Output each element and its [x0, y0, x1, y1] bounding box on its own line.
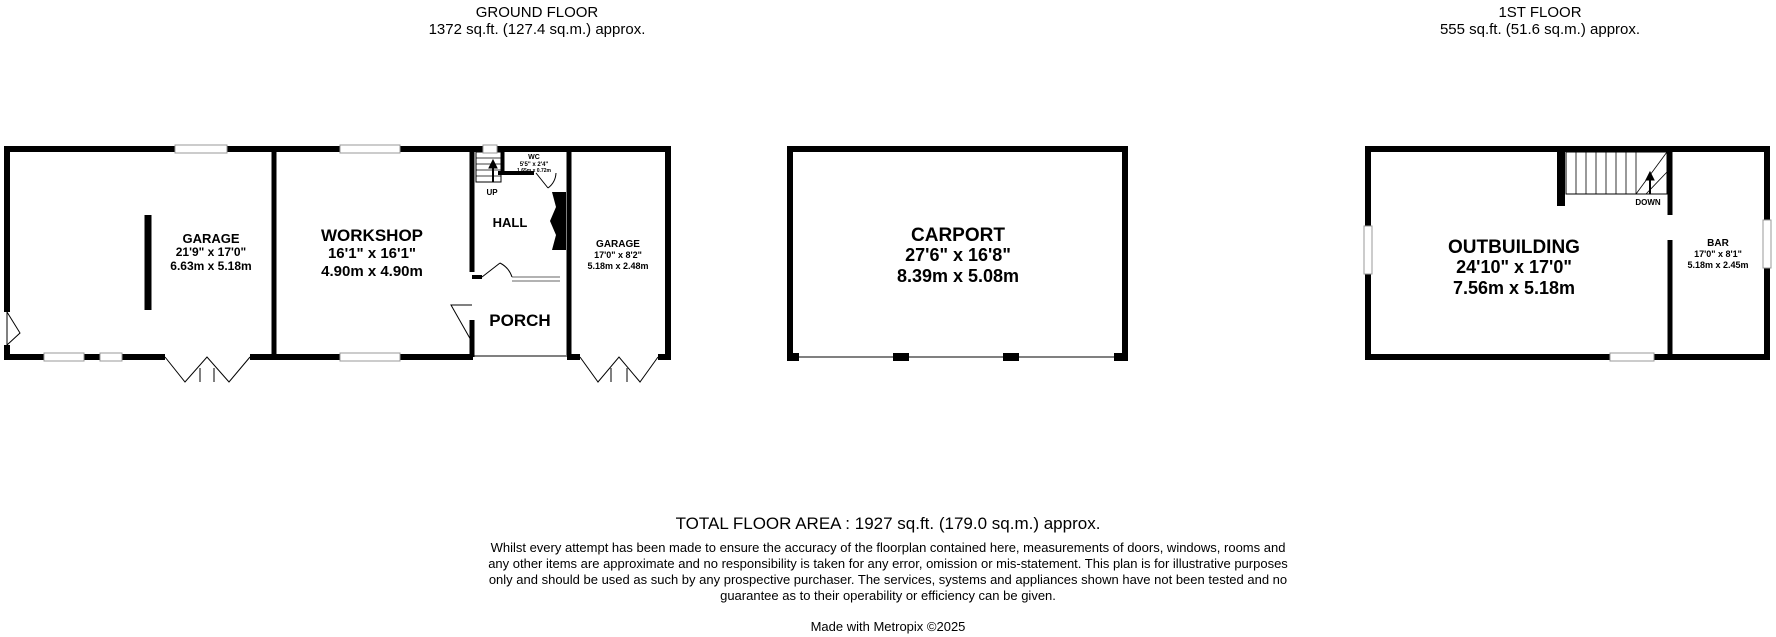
bar-dim-metric: 5.18m x 2.45m — [1687, 260, 1749, 270]
workshop-dim-metric: 4.90m x 4.90m — [321, 263, 423, 280]
garage-double-door — [165, 357, 250, 382]
carport-post-2 — [893, 353, 909, 361]
ground-floor-area: 1372 sq.ft. (127.4 sq.m.) approx. — [428, 21, 646, 38]
garage-main-dim-metric: 6.63m x 5.18m — [170, 259, 252, 273]
wc-name: WC — [528, 154, 540, 161]
outbuilding-name: OUTBUILDING — [1448, 237, 1580, 258]
wc-dim-metric: 1.65m x 0.72m — [517, 168, 551, 174]
porch-name: PORCH — [489, 311, 551, 330]
hall-name: HALL — [492, 215, 528, 230]
carport-dim-imperial: 27'6" x 16'8" — [905, 245, 1011, 265]
workshop-dim-imperial: 16'1" x 16'1" — [327, 245, 417, 262]
metropix-credit: Made with Metropix ©2025 — [810, 619, 966, 634]
garage-main-name: GARAGE — [182, 231, 240, 246]
wc-door — [536, 173, 556, 188]
window-garage-south-2 — [100, 353, 122, 361]
garage-main-dim-imperial: 21'9" x 17'0" — [175, 245, 247, 259]
garage2-double-door — [580, 357, 658, 382]
workshop-name: WORKSHOP — [321, 226, 423, 245]
window-outbuilding-west — [1364, 226, 1372, 274]
first-floor-title: 1ST FLOOR — [1498, 4, 1582, 21]
carport-post-4 — [1114, 353, 1128, 361]
outbuilding-dim-imperial: 24'10" x 17'0" — [1456, 257, 1572, 277]
ground-floor-title: GROUND FLOOR — [475, 4, 599, 21]
window-bar-east — [1763, 220, 1771, 268]
bar-dim-imperial: 17'0" x 8'1" — [1694, 249, 1742, 259]
fireplace — [550, 192, 566, 250]
room-labels — [170, 154, 1748, 330]
disclaimer-text: Whilst every attempt has been made to ensure the accuracy of the floorplan contained here, measurements of doors, windows, rooms and any other items are approximate and no responsibility is taken for any error, omission or mis-statement. This plan is for illustrative purposes only and should be used as such by any prospective purchaser. The services, systems and appliances shown have not been tested and no guarantee as to their operability or efficiency can be given. — [488, 540, 1288, 603]
carport-name: CARPORT — [911, 225, 1005, 246]
garage-small-dim-imperial: 17'0" x 8'2" — [594, 250, 642, 260]
porch-door — [451, 305, 472, 342]
window-garage-south-1 — [44, 353, 84, 361]
carport-post-1 — [787, 353, 799, 361]
garage-side-door — [7, 312, 20, 345]
window-garage-north — [175, 145, 227, 153]
outbuilding-dim-metric: 7.56m x 5.18m — [1452, 278, 1576, 298]
carport-dim-metric: 8.39m x 5.08m — [896, 266, 1020, 286]
window-outbuilding-south — [1610, 353, 1654, 361]
carport-post-3 — [1003, 353, 1019, 361]
hall-porch-door — [482, 263, 512, 277]
total-floor-area: TOTAL FLOOR AREA : 1927 sq.ft. (179.0 sq.m.) approx. — [675, 514, 1101, 533]
wc-dim-imperial: 5'5" x 2'4" — [519, 162, 549, 168]
stair-up — [476, 152, 501, 182]
window-workshop-south — [340, 353, 400, 361]
window-workshop-north — [340, 145, 400, 153]
ground-floor-windows — [44, 145, 497, 361]
stair-up-label: UP — [486, 188, 498, 197]
window-hall-north — [483, 145, 497, 153]
ff-stair-newel — [1557, 152, 1565, 206]
garage-small-name: GARAGE — [596, 239, 640, 250]
bar-name: BAR — [1707, 238, 1729, 249]
garage-small-dim-metric: 5.18m x 2.48m — [587, 261, 649, 271]
stair-down-label: DOWN — [1635, 198, 1661, 207]
first-floor-area: 555 sq.ft. (51.6 sq.m.) approx. — [1439, 21, 1641, 38]
